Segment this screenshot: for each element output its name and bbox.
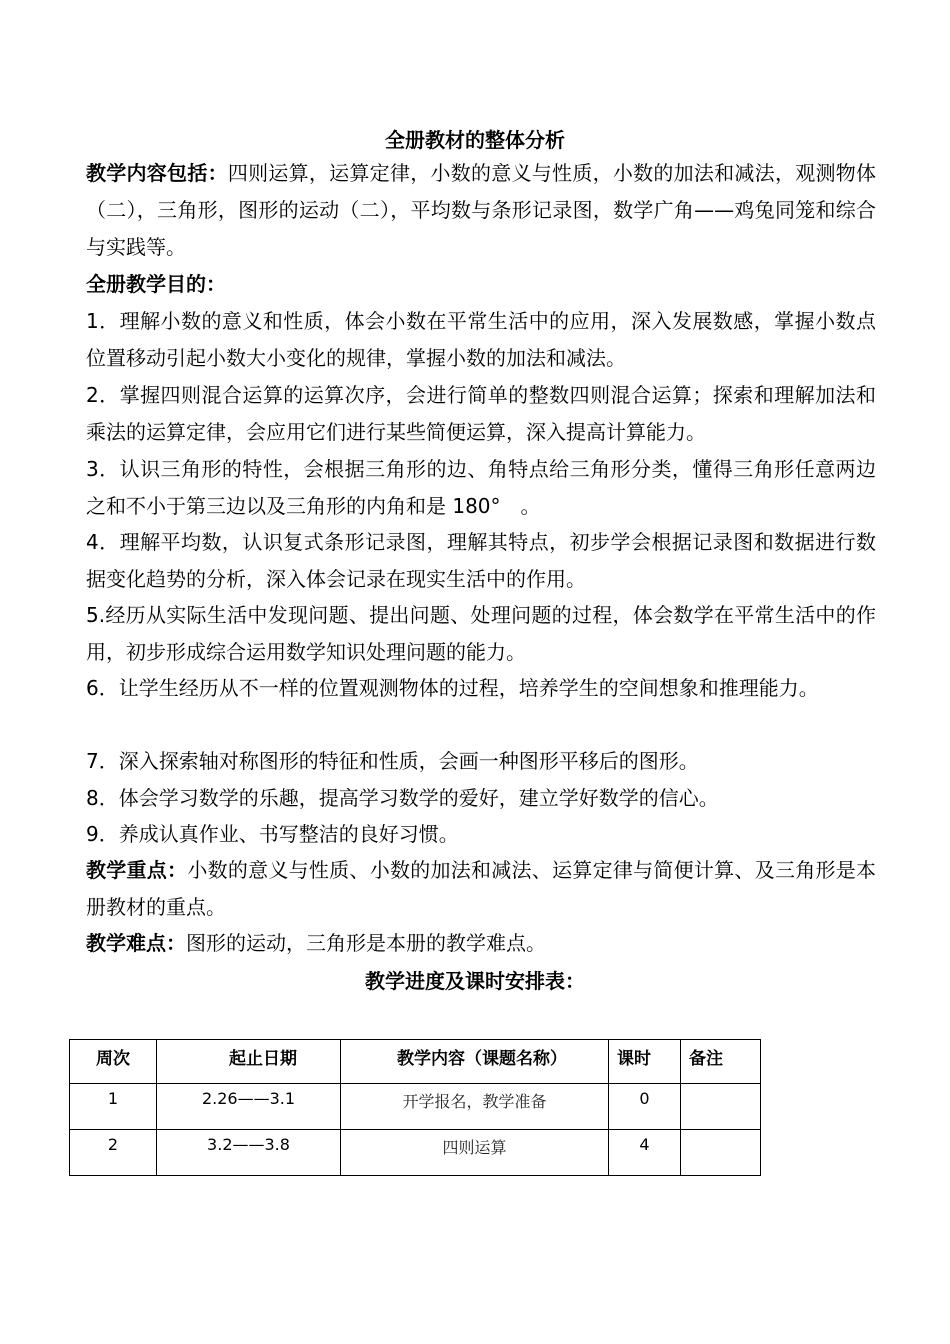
cell-hours: 0: [609, 1084, 681, 1130]
goal-item: 5.经历从实际生活中发现问题、提出问题、处理问题的过程，体会数学在平常生活中的作用，初步形成综合运用数学知识处理问题的能力。: [86, 603, 876, 664]
column-header-notes: 备注: [681, 1040, 761, 1084]
goals-heading: 全册教学目的：: [86, 272, 226, 296]
goal-item: 2．掌握四则混合运算的运算次序，会进行简单的整数四则混合运算；探索和理解加法和乘法的运算定律，会应用它们进行某些简便运算，深入提高计算能力。: [86, 383, 876, 444]
goal-item: 8．体会学习数学的乐趣，提高学习数学的爱好，建立学好数学的信心。: [86, 786, 719, 810]
column-header-dates: 起止日期: [157, 1040, 341, 1084]
schedule-title: 教学进度及课时安排表：: [365, 969, 585, 993]
content-text: 四则运算，运算定律，小数的意义与性质，小数的加法和减法，观测物体（二），三角形，图形的运动（二），平均数与条形记录图，数学广角——鸡兔同笼和综合与实践等。: [86, 161, 877, 259]
difficulty-text: 图形的运动，三角形是本册的教学难点。: [186, 931, 546, 955]
difficulty-label: 教学难点：: [86, 931, 186, 955]
goal-item: 7．深入探索轴对称图形的特征和性质，会画一种图形平移后的图形。: [86, 749, 699, 773]
key-points-label: 教学重点：: [86, 858, 188, 882]
table-row: [70, 1130, 761, 1176]
content-label: 教学内容包括：: [86, 161, 228, 185]
cell-week: 1: [70, 1084, 157, 1130]
cell-dates: 3.2——3.8: [157, 1130, 341, 1176]
cell-week: 2: [70, 1130, 157, 1176]
difficulty-paragraph: [86, 925, 876, 962]
cell-notes: [681, 1130, 761, 1176]
table-row: [70, 1084, 761, 1130]
cell-content: 开学报名，教学准备: [341, 1084, 609, 1130]
column-header-week: 周次: [70, 1040, 157, 1084]
goal-item: 9．养成认真作业、书写整洁的良好习惯。: [86, 822, 459, 846]
column-header-hours: 课时: [609, 1040, 681, 1084]
schedule-table: [69, 1039, 761, 1176]
column-header-content: 教学内容（课题名称）: [341, 1040, 609, 1084]
goal-item: 4．理解平均数，认识复式条形记录图，理解其特点，初步学会根据记录图和数据进行数据变化趋势的分析，深入体会记录在现实生活中的作用。: [86, 530, 876, 591]
cell-notes: [681, 1084, 761, 1130]
goal-item: 1．理解小数的意义和性质，体会小数在平常生活中的应用，深入发展数感，掌握小数点位置移动引起小数大小变化的规律，掌握小数的加法和减法。: [86, 309, 876, 370]
cell-dates: 2.26——3.1: [157, 1084, 341, 1130]
content-paragraph: [86, 155, 876, 266]
key-points-text: 小数的意义与性质、小数的加法和减法、运算定律与简便计算、及三角形是本册教材的重点。: [86, 858, 877, 919]
goal-item: 6．让学生经历从不一样的位置观测物体的过程，培养学生的空间想象和推理能力。: [86, 676, 819, 700]
goal-item: 3．认识三角形的特性，会根据三角形的边、角特点给三角形分类，懂得三角形任意两边之和不小于第三边以及三角形的内角和是 180° 。: [86, 457, 876, 518]
table-header-row: [70, 1040, 761, 1084]
key-points-paragraph: [86, 852, 876, 926]
document-title: 全册教材的整体分析: [385, 128, 565, 152]
cell-hours: 4: [609, 1130, 681, 1176]
cell-content: 四则运算: [341, 1130, 609, 1176]
